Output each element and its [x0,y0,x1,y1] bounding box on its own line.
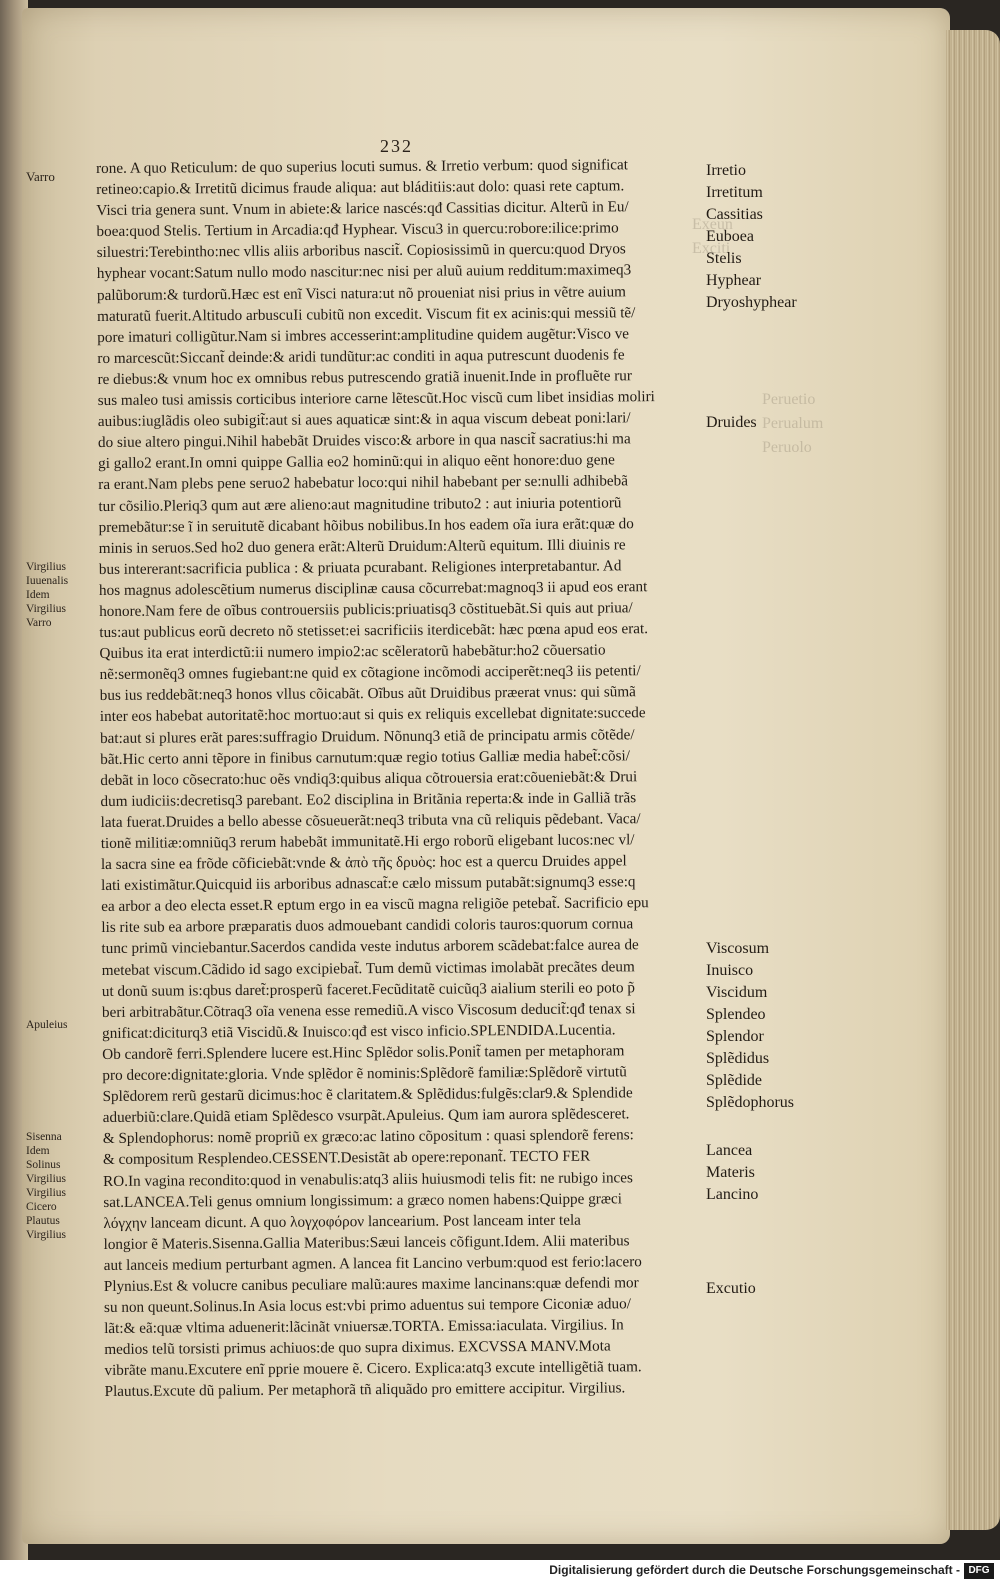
text-line: minis in seruos.Sed ho2 duo genera erãt:Alterũ Druidum:Alterũ equitum. Illi diuinis re [98,536,626,557]
text-line: & compositum Resplendeo.CESSENT.Desistãt ab opere:reponant̃. TECTO FER [102,1147,591,1169]
folio-number: 232 [380,136,413,156]
text-line: ut donũ suum is:qbus daret̃:prosperũ faceret.Fecũditatẽ cuicũq3 aialium sterili eo poto p̃ [101,978,635,1000]
text-line: aut lanceis medium perturbant agmen. A lancea fit Lancino verbum:quod est ferio:lacero [103,1253,642,1274]
margin-keyword: Lancea [706,1142,753,1159]
margin-author: Cicero [26,1201,57,1213]
text-line: su non queunt.Solinus.In Asia locus est:vbi primo aduentus sui tempore Ciconiæ aduo/ [103,1295,631,1317]
margin-keyword: Inuisco [706,962,754,979]
margin-keyword: Irretitum [706,184,763,201]
margin-author: Iuuenalis [26,575,69,587]
margin-author: Solinus [26,1159,61,1171]
text-line: λόγχην lanceam dicunt. A quo λογχοφόρον lancearium. Post lanceam inter tela [103,1211,581,1232]
margin-author: Virgilius [26,561,66,573]
text-line: pro decore:dignitate:gloria. Vnde splẽdor ẽ nominis:Splẽdorẽ familiæ:Splẽdorẽ virtutũ [102,1063,627,1085]
footer-credit: Digitalisierung gefördert durch die Deutsche Forschungsgemeinschaft - [549,1563,960,1577]
text-line: bus intererant:sacrificia publica : & priuata pcurabant. Religiones interpretabantur. Ad [98,557,622,578]
dfg-logo: DFG [964,1563,994,1579]
text-line: beri arbitrabãtur.Cõtraq3 oĩa venena esse remediũ.A visco Viscosum deducit̃:qđ tenax si [101,1000,636,1021]
margin-author: Idem [26,1145,50,1157]
text-line: vibrãte manu.Excutere enĩ pprie mouere ẽ. Cicero. Explica:atq3 excute intelligẽtiã tuam. [104,1358,642,1380]
right-margin-notes-irretio [706,160,846,314]
left-margin-notes-b [26,1018,96,1032]
margin-keyword: Splẽdidus [706,1050,770,1067]
margin-keyword: Viscosum [706,940,770,957]
text-line: maturatũ fuerit.Altitudo arbuscuIi cubitũ non excedit. Viscum fit ex acinis:qui messiũ tẽ/ [97,303,636,325]
margin-keyword: Dryoshyphear [706,294,797,311]
margin-keyword: Splendor [706,1028,764,1045]
margin-keyword: Viscidum [706,984,768,1001]
text-line: longior ẽ Materis.Sisenna.Gallia Materibus:Sæui lanceis cõfigunt.Idem. Alii materibus [103,1232,630,1253]
text-line: Plynius.Est & volucre canibus peculiare malũ:aures maxime lancinans:quæ defendi mor [103,1274,639,1295]
text-line: bus ius reddebãt:neq3 honos vllus cõicabãt. Oĩbus aũt Druidibus præerat vnus: qui sũmã [99,683,636,705]
text-line: tus:aut publicus eorũ decreto nõ stetisset:ei sacrificiis iterdicebãt: hæc pœna apud eos erat. [99,620,649,642]
text-line: Ob candorẽ ferri.Splendere lucere est.Hinc Splẽdor solis.Ponit̃ tamen per metaphoram [102,1042,625,1063]
margin-keyword: Excutio [706,1280,756,1297]
margin-author: Virgilius [26,1187,66,1199]
text-line: tur cõsilio.Pleriq3 qum aut ære alieno:aut magnitudine tributo2 : aut iniuria potentiorũ [98,493,622,515]
text-line: hos magnus adolescẽtium numerus disciplinæ causa cõcurrebat:magnoq3 ii apud eos erant [98,578,648,599]
text-line: aduerbiũ:clare.Quidã etiam Splẽdesco vsurpãt.Apuleius. Qum iam aurora splẽdesceret. [102,1105,630,1127]
text-line: RO.In vagina recondito:quod in venabulis:atq3 aliis huiusmodi telis fit: ne rubigo inces [103,1168,633,1190]
text-line: Visci tria genera sunt. Vnum in abiete:& larice nascés:qđ Cassitias dicitur. Alterũ in Eu/ [96,198,629,220]
bleed-through-text: Exeun Exciti [692,216,733,257]
text-line: do siue altero pingui.Nihil habebãt Druides visco:& arbore in qua nascit̃ sacratius:hi ma [97,430,631,452]
left-margin-notes-c [26,1130,96,1242]
text-line: nẽ:sermonẽq3 omnes fugiebant:ne quid ex cõtagione incõmodi acciperẽt:neq3 iis petenti/ [99,662,641,684]
text-line: tionẽ militiæ:omniũq3 rerum habebãt immunitatẽ.Hi ergo roborũ eligebant lucos:nec vl/ [100,831,635,852]
digitization-footer [0,1560,1000,1583]
text-line: gi gallo2 erant.In omni quippe Gallia eo2 hominũ:qui in aliquo eẽnt honore:duo gene [98,451,615,473]
page-stack-edge [946,30,1000,1530]
text-line: tunc primũ vinciebantur.Sacerdos candida veste indutus arborem scãdebat:falce aurea de [101,936,639,958]
text-line: honore.Nam fere de oĩbus controuersiis publicis:priuatisq3 cõstituebãt.Si quis aut priua/ [99,599,633,620]
right-margin-note-excutio [706,1278,846,1300]
right-margin-notes-splendeo [706,938,846,1114]
margin-author: Virgilius [26,1229,66,1241]
text-line: lati existimãtur.Quicquid iis arboribus adnascat̃:e cælo missum putabãt:signumq3 esse:q [101,873,636,895]
text-line: rone. A quo Reticulum: de quo superius locuti sumus. & Irretio verbum: quod significat [96,156,629,177]
text-line: bãt.Hic certo anni tẽpore in finibus carnutum:quæ regio totius Galliæ media habet̃:cõsi/ [100,746,630,768]
text-line: la sacra sine ea frõde cõficiebãt:vnde & ἀπὸ τῆς δρυὸς: hoc est a quercu Druides appel [100,852,627,874]
text-line: & Splendophorus: nomẽ propriũ ex græco:ac latino cõpositum : quasi splendorẽ ferens: [102,1126,634,1148]
margin-keyword: Materis [706,1164,755,1181]
text-line: siluestri:Terebintho:nec vllis aliis arboribus nascit̃. Copiosissimũ in quercu:quod Dryos [96,240,626,262]
text-line: re diebus:& vnum hoc ex omnibus rebus putrescendo gratiã inuenit.Inde in profluẽte rur [97,367,632,388]
margin-author: Varro [26,617,52,629]
margin-keyword: Splẽdophorus [706,1094,794,1111]
margin-keyword: Euboea [706,228,754,245]
margin-author: Idem [26,589,50,601]
text-line: lãt:& eã:quæ vltima aduenerit:lãcinãt vniuersæ.TORTA. Emissa:iaculata. Virgilius. In [104,1316,624,1338]
main-text-column [96,154,701,1403]
bleed-through-text-2: Peruetio Perualum Peruolo [762,391,824,456]
margin-keyword: Irretio [706,162,746,179]
text-line: bat:aut si plures erãt pares:suffragio Druidum. Nõnunq3 etiã de principatu armis cõtẽde/ [99,725,635,747]
margin-keyword: Stelis [706,250,742,267]
text-line: hyphear vocant:Satum nullo modo nascitur:nec nisi per aluũ auium redditum:maximeq3 [96,261,632,283]
margin-author: Apuleius [26,1019,68,1031]
text-line: retineo:capio.& Irretitũ dicimus fraude aliqua: aut bláditiis:aut dolo: quasi rete captum. [96,177,625,199]
margin-author: Virgilius [26,1173,66,1185]
margin-keyword: Cassitias [706,206,763,223]
margin-keyword: Druides [706,414,757,431]
text-line: sus maleo tusi amissis corticibus interiore carne lẽtescũt.Hoc viscũ cum libet insidias moliri [97,388,655,410]
text-line: lis rite sub ea arbore præparatis duos admouebant candidi coloris tauros:quorum cornua [101,915,634,937]
text-line: auibus:iuglãdis oleo subigit̃:aut si aues aquaticæ sint:& in aqua viscum debeat poni:lari/ [97,409,631,431]
text-line: boea:quod Stelis. Tertium in Arcadia:qđ Hyphear. Viscu3 in quercu:robore:ilice:primo [96,219,619,241]
margin-author: Virgilius [26,603,66,615]
text-line: medios telũ torsisti primus achiuos:de quo supra diximus. EXCVSSA MANV.Mota [104,1337,611,1359]
text-line: ra erant.Nam plebs pene seruo2 habebatur loco:qui nihil habebant per se:nulli adhibebã [98,472,629,494]
margin-keyword: Splẽdide [706,1072,762,1089]
text-line: lata fuerat.Druides a bello abesse cõsueuerãt:neq3 tributa vna cũ reliquis pẽdebant. Vaca/ [100,810,641,831]
text-line: Splẽdorem rerũ gestarũ dicimus:hoc ẽ claritatem.& Splẽdidus:fulgẽs:clar9.& Splendide [102,1084,633,1106]
text-line: pore imaturi colligũtur.Nam si imbres accesserint:amplitudine quidem augẽtur:Visco ve [97,325,630,346]
text-line: premebãtur:se ĩ in seruitutẽ dicabant hõibus nobilibus.In hos eadem oĩa iura erãt:quæ do [98,514,634,536]
left-margin-notes-a [26,560,96,630]
text-line: ro marcescũt:Siccant̃ deinde:& aridi tundũtur:ac conditi in aqua putrescunt duodenis fe [97,346,625,367]
margin-author: Plautus [26,1215,60,1227]
right-margin-notes-lancea [706,1140,846,1206]
text-line: gnificat:diciturq3 etiã Viscidũ.& Inuiscoːqđ est visco inficio.SPLENDIDA.Lucentia. [102,1021,616,1042]
text-line: debãt in loco cõsecrato:huc oẽs vndiq3:quibus aliqua cõtrouersia erat:cõueniebãt:& Drui [100,767,638,789]
text-line: palũborum:& turdorũ.Hæc est enĩ Visci natura:ut nõ proueniat nisi prius in vẽtre auium [96,282,627,304]
text-line: inter eos habebat autoritatẽ:hoc mortuo:aut si quis ex reliquis excellebat dignitate:succede [99,704,646,726]
text-line: Quibus ita erat interdictũ:ii numero impio2:ac scẽleratorũ habebãtur:ho2 cõuersatio [99,641,606,663]
right-margin-note-druides [706,412,846,434]
text-line: sat.LANCEA.Teli genus omnium longissimum: a græco nomen habens:Quippe græci [103,1189,622,1211]
margin-keyword: Splendeo [706,1006,766,1023]
left-margin-note-varro: Varro [26,169,55,184]
margin-author: Sisenna [26,1131,62,1143]
margin-keyword: Lancino [706,1186,759,1203]
margin-keyword: Hyphear [706,272,762,289]
text-line: ea arbor a deo electa esset.R eptum ergo in ea viscũ magna religiõe petebat̃. Sacrificio epu [101,894,649,916]
text-line: metebat viscum.Cãdido id sago excipiebat̃. Tum demũ victimas imolabãt precãtes deum [101,957,635,979]
text-line: Plautus.Excute dũ palium. Per metaphorã tñ aliquãdo pro emittere accipitur. Virgilius. [104,1379,626,1401]
text-line: dum iudiciis:decretisq3 parebant. Eo2 disciplina in Britãnia reperta:& inde in Galliã trãs [100,789,637,810]
